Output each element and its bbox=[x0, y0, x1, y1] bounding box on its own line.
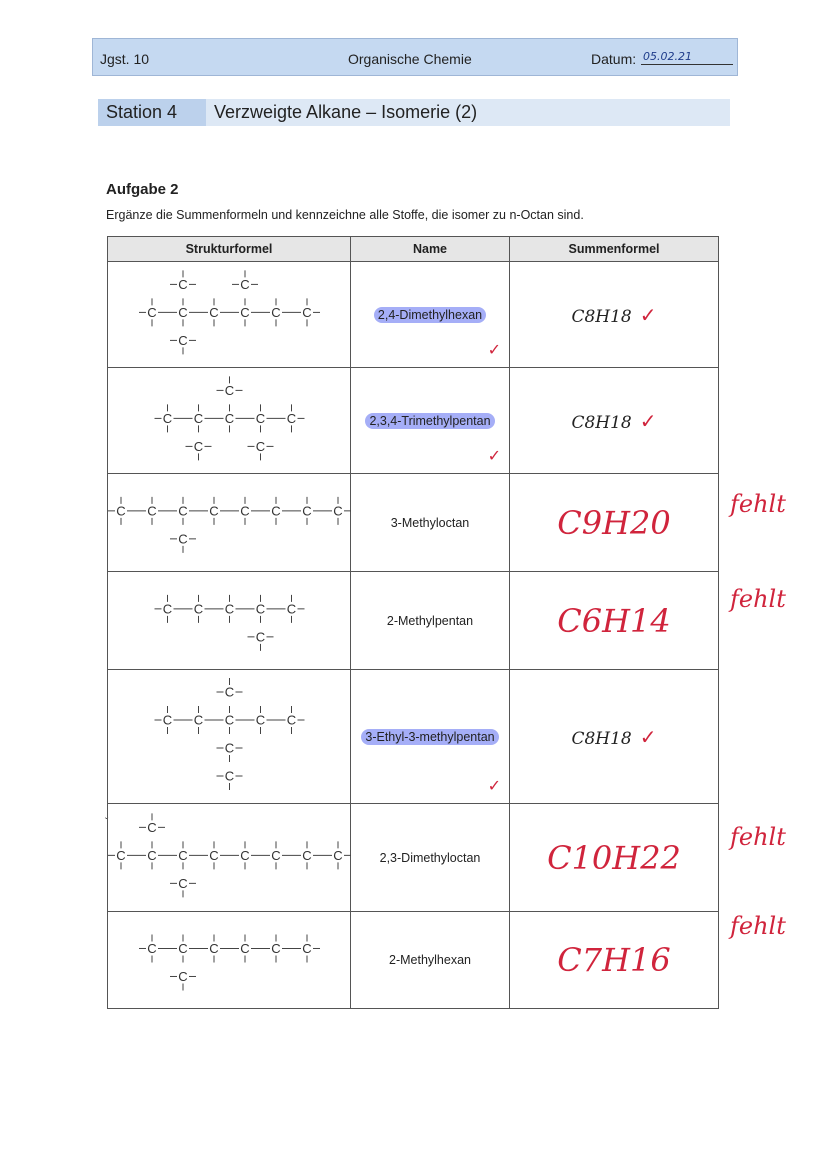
formula-cell bbox=[510, 262, 719, 368]
carbon-atom: C bbox=[116, 503, 126, 519]
structural-formula bbox=[108, 670, 351, 803]
carbon-atom: C bbox=[162, 410, 173, 426]
carbon-atom: C bbox=[286, 601, 297, 617]
compound-name: 2,4-Dimethylhexan bbox=[374, 307, 486, 323]
formula-cell bbox=[510, 670, 719, 804]
carbon-atom: C bbox=[255, 629, 266, 645]
carbon-atom: C bbox=[333, 503, 343, 519]
carbon-atom: C bbox=[271, 940, 281, 956]
table-row bbox=[108, 670, 719, 804]
carbon-atom: C bbox=[162, 601, 173, 617]
table-row bbox=[108, 804, 719, 912]
checkmark-icon: ✓ bbox=[487, 340, 501, 359]
table-row bbox=[108, 474, 719, 572]
table-header-row bbox=[108, 237, 719, 262]
carbon-atom: C bbox=[147, 819, 157, 835]
margin-mark: ˇ bbox=[105, 817, 109, 828]
date-label: Datum: bbox=[591, 51, 637, 67]
carbon-atom: C bbox=[255, 410, 266, 426]
carbon-atom: C bbox=[271, 503, 281, 519]
formula-cell bbox=[510, 474, 719, 572]
table-row bbox=[108, 912, 719, 1009]
carbon-atom: C bbox=[286, 712, 297, 728]
comment-fehlt: fehlt bbox=[730, 912, 786, 940]
carbon-atom: C bbox=[147, 940, 157, 956]
carbon-atom: C bbox=[193, 410, 204, 426]
carbon-atom: C bbox=[302, 503, 312, 519]
task-title: Aufgabe 2 bbox=[106, 181, 179, 198]
compound-name: 3-Methyloctan bbox=[390, 515, 470, 530]
comment-fehlt: fehlt bbox=[730, 823, 786, 851]
isomer-table bbox=[107, 236, 719, 1009]
name-cell bbox=[351, 572, 510, 670]
carbon-atom: C bbox=[147, 304, 157, 320]
carbon-atom: C bbox=[178, 847, 188, 863]
comment-fehlt: fehlt bbox=[730, 490, 786, 518]
name-cell bbox=[351, 912, 510, 1009]
carbon-atom: C bbox=[302, 847, 312, 863]
table-row bbox=[108, 262, 719, 368]
structure-cell bbox=[108, 670, 351, 804]
carbon-atom: C bbox=[240, 503, 250, 519]
task-instruction: Ergänze die Summenformeln und kennzeichne alle Stoffe, die isomer zu n-Octan sind. bbox=[106, 208, 584, 222]
station-bar bbox=[98, 99, 730, 126]
structure-cell bbox=[108, 804, 351, 912]
compound-name: 2,3-Dimethyloctan bbox=[379, 850, 481, 865]
carbon-atom: C bbox=[178, 276, 188, 292]
carbon-atom: C bbox=[271, 847, 281, 863]
carbon-atom: C bbox=[224, 382, 235, 398]
carbon-atom: C bbox=[178, 940, 188, 956]
carbon-atom: C bbox=[162, 712, 173, 728]
carbon-atom: C bbox=[255, 601, 266, 617]
checkmark-icon: ✓ bbox=[487, 446, 501, 465]
formula-cell bbox=[510, 912, 719, 1009]
name-cell bbox=[351, 368, 510, 474]
carbon-atom: C bbox=[209, 304, 219, 320]
molecular-formula: C8H18 ✓ bbox=[571, 302, 657, 327]
compound-name: 3-Ethyl-3-methylpentan bbox=[361, 729, 498, 745]
col-header-name: Name bbox=[351, 237, 510, 262]
carbon-atom: C bbox=[116, 847, 126, 863]
checkmark-icon: ✓ bbox=[639, 302, 657, 327]
molecular-formula: C8H18 ✓ bbox=[571, 408, 657, 433]
carbon-atom: C bbox=[240, 304, 250, 320]
structural-formula bbox=[108, 572, 351, 669]
molecular-formula: C9H20 bbox=[557, 503, 671, 542]
carbon-atom: C bbox=[240, 276, 250, 292]
structural-formula bbox=[108, 262, 351, 367]
structural-formula bbox=[108, 368, 351, 473]
formula-cell bbox=[510, 368, 719, 474]
worksheet-header bbox=[92, 38, 738, 76]
carbon-atom: C bbox=[224, 684, 235, 700]
carbon-atom: C bbox=[224, 712, 235, 728]
carbon-atom: C bbox=[193, 438, 204, 454]
carbon-atom: C bbox=[302, 940, 312, 956]
comment-fehlt: fehlt bbox=[730, 585, 786, 613]
carbon-atom: C bbox=[224, 768, 235, 784]
name-cell bbox=[351, 804, 510, 912]
carbon-atom: C bbox=[193, 712, 204, 728]
carbon-atom: C bbox=[178, 531, 188, 547]
compound-name: 2-Methylhexan bbox=[389, 953, 471, 967]
carbon-atom: C bbox=[178, 875, 188, 891]
molecular-formula: C7H16 bbox=[557, 941, 671, 979]
col-header-structure: Strukturformel bbox=[108, 237, 351, 262]
carbon-atom: C bbox=[147, 503, 157, 519]
compound-name: 2-Methylpentan bbox=[386, 613, 474, 628]
molecular-formula: C8H18 ✓ bbox=[571, 724, 657, 749]
subject-label: Organische Chemie bbox=[348, 51, 472, 67]
carbon-atom: C bbox=[178, 304, 188, 320]
station-title: Verzweigte Alkane – Isomerie (2) bbox=[206, 99, 730, 126]
carbon-atom: C bbox=[302, 304, 312, 320]
structure-cell bbox=[108, 572, 351, 670]
structural-formula bbox=[108, 474, 351, 571]
carbon-atom: C bbox=[240, 940, 250, 956]
grade-label: Jgst. 10 bbox=[100, 51, 150, 67]
carbon-atom: C bbox=[240, 847, 250, 863]
carbon-atom: C bbox=[178, 968, 188, 984]
carbon-atom: C bbox=[209, 503, 219, 519]
table-row bbox=[108, 368, 719, 474]
carbon-atom: C bbox=[147, 847, 157, 863]
carbon-atom: C bbox=[224, 410, 235, 426]
carbon-atom: C bbox=[255, 438, 266, 454]
carbon-atom: C bbox=[178, 503, 188, 519]
table-row bbox=[108, 572, 719, 670]
structural-formula bbox=[108, 912, 351, 1008]
carbon-atom: C bbox=[224, 740, 235, 756]
carbon-atom: C bbox=[193, 601, 204, 617]
checkmark-icon: ✓ bbox=[639, 724, 657, 749]
checkmark-icon: ✓ bbox=[639, 408, 657, 433]
structure-cell bbox=[108, 262, 351, 368]
name-cell bbox=[351, 670, 510, 804]
carbon-atom: C bbox=[209, 847, 219, 863]
compound-name: 2,3,4-Trimethylpentan bbox=[365, 413, 494, 429]
carbon-atom: C bbox=[209, 940, 219, 956]
name-cell bbox=[351, 262, 510, 368]
formula-cell bbox=[510, 572, 719, 670]
date-value: 05.02.21 bbox=[641, 50, 733, 65]
formula-cell bbox=[510, 804, 719, 912]
carbon-atom: C bbox=[271, 304, 281, 320]
carbon-atom: C bbox=[333, 847, 343, 863]
structure-cell bbox=[108, 912, 351, 1009]
carbon-atom: C bbox=[286, 410, 297, 426]
name-cell bbox=[351, 474, 510, 572]
structural-formula bbox=[108, 804, 351, 911]
carbon-atom: C bbox=[224, 601, 235, 617]
checkmark-icon: ✓ bbox=[487, 776, 501, 795]
structure-cell bbox=[108, 474, 351, 572]
molecular-formula: C10H22 bbox=[547, 838, 681, 877]
carbon-atom: C bbox=[255, 712, 266, 728]
structure-cell bbox=[108, 368, 351, 474]
station-label: Station 4 bbox=[98, 99, 206, 126]
molecular-formula: C6H14 bbox=[557, 601, 671, 640]
col-header-formula: Summenformel bbox=[510, 237, 719, 262]
carbon-atom: C bbox=[178, 332, 188, 348]
